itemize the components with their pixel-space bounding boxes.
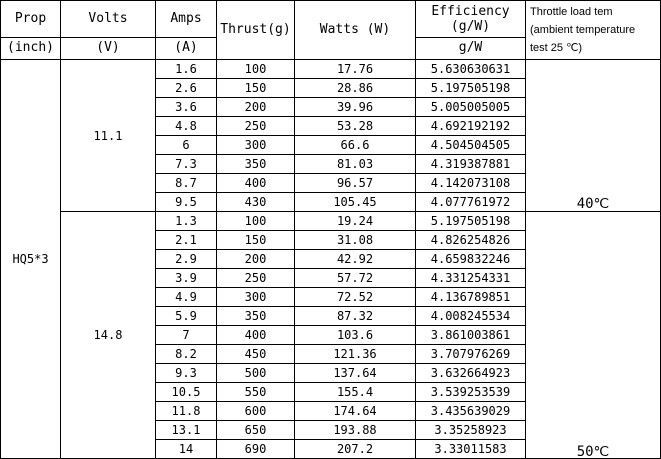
volts-cell: 11.1 — [61, 60, 156, 212]
watts-cell: 87.32 — [295, 307, 416, 326]
amps-cell: 13.1 — [156, 421, 217, 440]
thrust-cell: 200 — [217, 250, 295, 269]
thrust-cell: 550 — [217, 383, 295, 402]
header-row — [1, 1, 661, 38]
watts-cell: 105.45 — [295, 193, 416, 212]
watts-cell: 81.03 — [295, 155, 416, 174]
thrust-cell: 150 — [217, 79, 295, 98]
watts-cell: 96.57 — [295, 174, 416, 193]
header-volts: Volts — [61, 1, 156, 38]
amps-cell: 11.8 — [156, 402, 217, 421]
thrust-cell: 400 — [217, 326, 295, 345]
table-row — [1, 60, 661, 79]
watts-cell: 57.72 — [295, 269, 416, 288]
header-amps: Amps — [156, 1, 217, 38]
thrust-cell: 100 — [217, 212, 295, 231]
header-efficiency — [416, 1, 526, 38]
table-body — [1, 1, 661, 459]
note-line-3: test 25 ℃) — [530, 42, 583, 54]
amps-cell: 4.9 — [156, 288, 217, 307]
watts-cell: 31.08 — [295, 231, 416, 250]
efficiency-cell: 4.142073108 — [416, 174, 526, 193]
efficiency-cell: 3.632664923 — [416, 364, 526, 383]
efficiency-cell: 3.33011583 — [416, 440, 526, 459]
watts-cell: 66.6 — [295, 136, 416, 155]
efficiency-cell: 5.630630631 — [416, 60, 526, 79]
unit-efficiency: g/W — [416, 37, 526, 59]
amps-cell: 1.3 — [156, 212, 217, 231]
efficiency-cell: 4.331254331 — [416, 269, 526, 288]
note-line-1: Throttle load tem — [530, 6, 613, 18]
thrust-cell: 500 — [217, 364, 295, 383]
volts-cell: 14.8 — [61, 212, 156, 459]
amps-cell: 14 — [156, 440, 217, 459]
amps-cell: 3.9 — [156, 269, 217, 288]
amps-cell: 7 — [156, 326, 217, 345]
watts-cell: 17.76 — [295, 60, 416, 79]
efficiency-cell: 4.504504505 — [416, 136, 526, 155]
thrust-cell: 650 — [217, 421, 295, 440]
efficiency-cell: 5.197505198 — [416, 79, 526, 98]
thrust-cell: 150 — [217, 231, 295, 250]
table-row — [1, 212, 661, 231]
amps-cell: 2.9 — [156, 250, 217, 269]
efficiency-cell: 3.861003861 — [416, 326, 526, 345]
watts-cell: 174.64 — [295, 402, 416, 421]
thrust-cell: 300 — [217, 288, 295, 307]
watts-cell: 155.4 — [295, 383, 416, 402]
amps-cell: 2.1 — [156, 231, 217, 250]
watts-cell: 19.24 — [295, 212, 416, 231]
amps-cell: 8.2 — [156, 345, 217, 364]
efficiency-cell: 3.539253539 — [416, 383, 526, 402]
efficiency-cell: 4.136789851 — [416, 288, 526, 307]
header-throttle-note — [526, 1, 661, 60]
thrust-cell: 200 — [217, 98, 295, 117]
efficiency-cell: 3.707976269 — [416, 345, 526, 364]
amps-cell: 3.6 — [156, 98, 217, 117]
thrust-cell: 250 — [217, 117, 295, 136]
efficiency-cell: 4.826254826 — [416, 231, 526, 250]
amps-cell: 1.6 — [156, 60, 217, 79]
thrust-cell: 350 — [217, 307, 295, 326]
amps-cell: 7.3 — [156, 155, 217, 174]
watts-cell: 121.36 — [295, 345, 416, 364]
header-prop: Prop — [1, 1, 61, 38]
efficiency-cell: 4.077761972 — [416, 193, 526, 212]
watts-cell: 103.6 — [295, 326, 416, 345]
temperature-cell — [526, 212, 661, 459]
amps-cell: 4.8 — [156, 117, 217, 136]
thrust-cell: 430 — [217, 193, 295, 212]
end-temperature: 40℃ — [526, 197, 661, 212]
unit-amps: (A) — [156, 37, 217, 59]
efficiency-cell: 4.659832246 — [416, 250, 526, 269]
thrust-cell: 450 — [217, 345, 295, 364]
amps-cell: 10.5 — [156, 383, 217, 402]
note-line-2: (ambient temperature — [530, 24, 636, 36]
thrust-cell: 690 — [217, 440, 295, 459]
amps-cell: 9.5 — [156, 193, 217, 212]
watts-cell: 53.28 — [295, 117, 416, 136]
efficiency-cell: 3.35258923 — [416, 421, 526, 440]
watts-cell: 28.86 — [295, 79, 416, 98]
efficiency-cell: 5.197505198 — [416, 212, 526, 231]
header-efficiency-unit: (g/W) — [450, 18, 491, 34]
thrust-cell: 100 — [217, 60, 295, 79]
thrust-cell: 300 — [217, 136, 295, 155]
amps-cell: 8.7 — [156, 174, 217, 193]
watts-cell: 39.96 — [295, 98, 416, 117]
efficiency-cell: 4.008245534 — [416, 307, 526, 326]
prop-cell: HQ5*3 — [1, 60, 61, 459]
amps-cell: 9.3 — [156, 364, 217, 383]
watts-cell: 42.92 — [295, 250, 416, 269]
header-thrust: Thrust(g) — [217, 1, 295, 60]
watts-cell: 72.52 — [295, 288, 416, 307]
efficiency-cell: 3.435639029 — [416, 402, 526, 421]
efficiency-cell: 4.692192192 — [416, 117, 526, 136]
watts-cell: 193.88 — [295, 421, 416, 440]
efficiency-cell: 5.005005005 — [416, 98, 526, 117]
header-efficiency-label: Efficiency — [431, 3, 510, 19]
watts-cell: 207.2 — [295, 440, 416, 459]
thrust-cell: 400 — [217, 174, 295, 193]
end-temperature: 50℃ — [576, 444, 610, 459]
thrust-cell: 600 — [217, 402, 295, 421]
amps-cell: 2.6 — [156, 79, 217, 98]
thrust-cell: 250 — [217, 269, 295, 288]
header-watts: Watts (W) — [295, 1, 416, 60]
unit-volts: (V) — [61, 37, 156, 59]
watts-cell: 137.64 — [295, 364, 416, 383]
amps-cell: 5.9 — [156, 307, 217, 326]
amps-cell: 6 — [156, 136, 217, 155]
efficiency-cell: 4.319387881 — [416, 155, 526, 174]
thrust-cell: 350 — [217, 155, 295, 174]
temperature-cell — [526, 60, 661, 212]
unit-prop: (inch) — [1, 37, 61, 59]
